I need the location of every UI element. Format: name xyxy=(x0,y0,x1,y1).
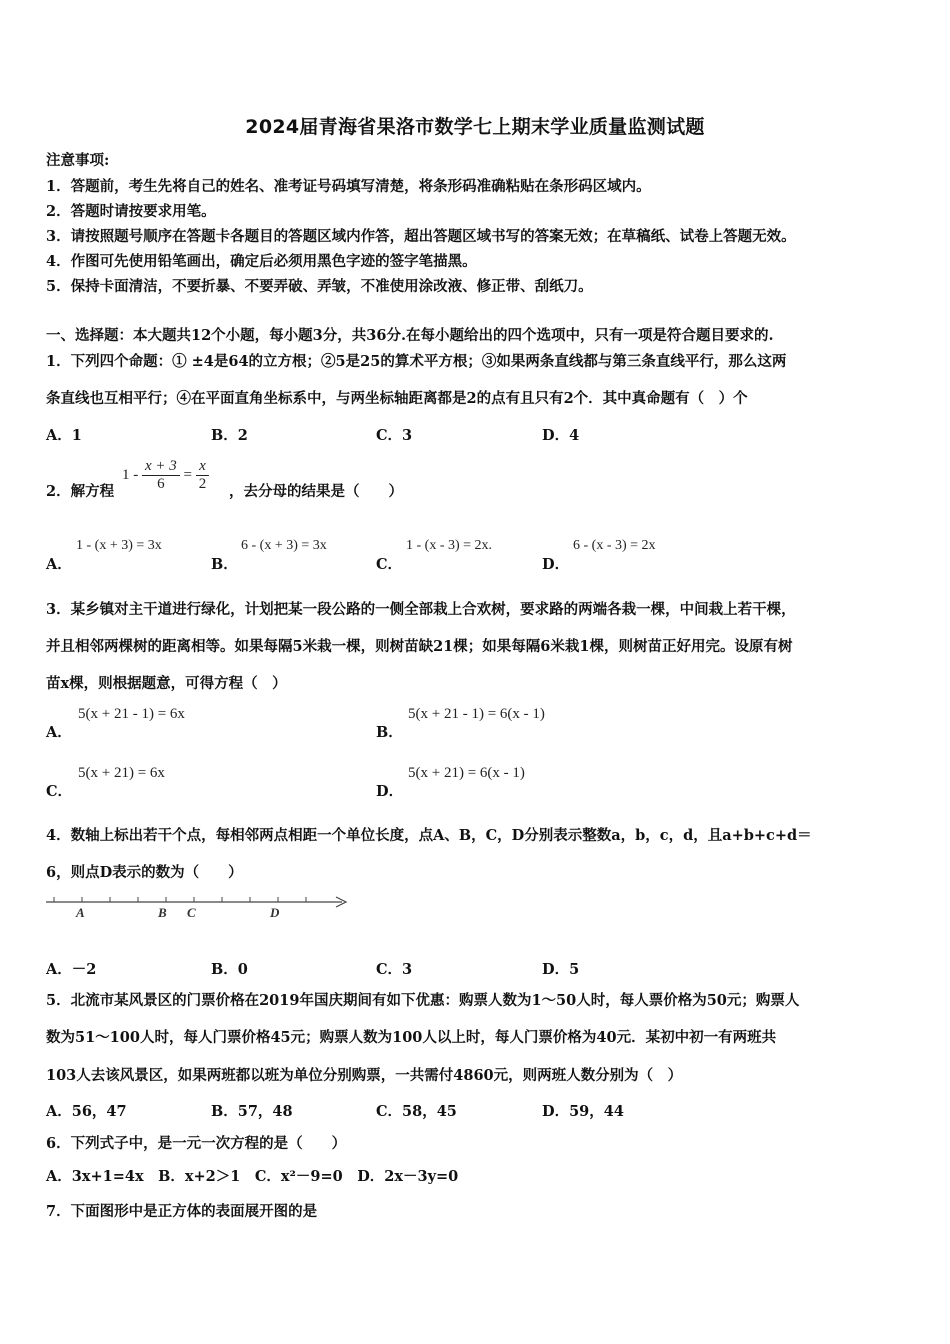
q2-eq-sign: = xyxy=(183,467,192,483)
question-5-line-2: 数为51～100人时，每人门票价格45元；购票人数为100人以上时，每人门票价格为40元．某初中初一有两班共 xyxy=(46,1029,777,1046)
question-1-line-2: 条直线也互相平行；④在平面直角坐标系中，与两坐标轴距离都是2的点有且只有2个．其中真命题有（ ）个 xyxy=(46,390,748,407)
q3-option-a-formula: 5(x + 21 - 1) = 6x xyxy=(78,706,185,722)
q5-option-d: D．59，44 xyxy=(542,1103,624,1120)
q6-options: A．3x+1=4x B．x+2＞1 C．x²－9=0 D．2x－3y=0 xyxy=(46,1168,459,1185)
q3-option-b-label: B． xyxy=(376,724,403,741)
q2-fraction-1 xyxy=(142,458,180,493)
notice-item: 4．作图可先使用铅笔画出，确定后必须用黑色字迹的签字笔描黑。 xyxy=(46,253,477,270)
q3-option-d-formula: 5(x + 21) = 6(x - 1) xyxy=(408,765,525,781)
page-title: 2024届青海省果洛市数学七上期末学业质量监测试题 xyxy=(245,116,705,138)
q2-option-b-formula: 6 - (x + 3) = 3x xyxy=(241,538,327,553)
q2-equation xyxy=(122,458,209,493)
q4-option-c: C．3 xyxy=(376,961,413,978)
q1-option-c: C．3 xyxy=(376,427,413,444)
q3-option-d-label: D． xyxy=(376,783,404,800)
question-3-line-3: 苗x棵，则根据题意，可得方程（ ） xyxy=(46,675,287,692)
number-line-figure xyxy=(44,893,354,925)
question-2-suffix: ，去分母的结果是（ ） xyxy=(229,483,403,500)
q2-fraction-1-numerator: x + 3 xyxy=(142,458,180,476)
question-5-line-1: 5．北流市某风景区的门票价格在2019年国庆期间有如下优惠：购票人数为1～50人时，每人票价格为50元；购票人 xyxy=(46,992,800,1009)
notice-heading: 注意事项: xyxy=(46,152,110,169)
q1-option-d: D．4 xyxy=(542,427,580,444)
question-7-line-1: 7．下面图形中是正方体的表面展开图的是 xyxy=(46,1203,318,1220)
q3-option-b-formula: 5(x + 21 - 1) = 6(x - 1) xyxy=(408,706,545,722)
question-1-line-1: 1．下列四个命题：① ±4是64的立方根；②5是25的算术平方根；③如果两条直线都与第三条直线平行，那么这两 xyxy=(46,353,787,370)
q5-option-c: C．58，45 xyxy=(376,1103,457,1120)
question-2-prefix: 2．解方程 xyxy=(46,483,115,500)
q2-fraction-1-denominator: 6 xyxy=(157,476,165,492)
section-heading: 一、选择题：本大题共12个小题，每小题3分，共36分.在每小题给出的四个选项中，只有一项是符合题目要求的. xyxy=(46,327,774,344)
point-b-label: B xyxy=(158,905,167,920)
q2-option-a-label: A． xyxy=(46,556,72,573)
q2-option-b-label: B． xyxy=(211,556,238,573)
question-3-line-1: 3．某乡镇对主干道进行绿化，计划把某一段公路的一侧全部栽上合欢树，要求路的两端各栽一棵，中间栽上若干棵， xyxy=(46,601,796,618)
q3-option-c-label: C． xyxy=(46,783,73,800)
q2-option-c-formula: 1 - (x - 3) = 2x. xyxy=(406,538,493,553)
q5-option-a: A．56，47 xyxy=(46,1103,127,1120)
question-4-line-2: 6，则点D表示的数为（ ） xyxy=(46,864,243,881)
q2-option-d-formula: 6 - (x - 3) = 2x xyxy=(573,538,656,553)
q4-option-b: B．0 xyxy=(211,961,248,978)
point-a-label: A xyxy=(76,905,85,920)
question-5-line-3: 103人去该风景区，如果两班都以班为单位分别购票，一共需付4860元，则两班人数分别为（ ） xyxy=(46,1067,683,1084)
point-c-label: C xyxy=(187,905,196,920)
q4-option-d: D．5 xyxy=(542,961,580,978)
q3-option-c-formula: 5(x + 21) = 6x xyxy=(78,765,165,781)
question-4-line-1: 4．数轴上标出若干个点，每相邻两点相距一个单位长度，点A、B，C，D分别表示整数a，b，c，d，且a+b+c+d＝ xyxy=(46,827,812,844)
notice-item: 5．保持卡面清洁，不要折暴、不要弄破、弄皱，不准使用涂改液、修正带、刮纸刀。 xyxy=(46,278,593,295)
q5-option-b: B．57，48 xyxy=(211,1103,293,1120)
q2-option-c-label: C． xyxy=(376,556,403,573)
question-6-line-1: 6．下列式子中，是一元一次方程的是（ ） xyxy=(46,1135,347,1152)
q2-option-d-label: D． xyxy=(542,556,570,573)
q4-option-a: A．－2 xyxy=(46,961,97,978)
question-3-line-2: 并且相邻两棵树的距离相等。如果每隔5米栽一棵，则树苗缺21棵；如果每隔6米栽1棵，则树苗正好用完。设原有树 xyxy=(46,638,793,655)
q2-eq-left: 1 - xyxy=(122,467,139,483)
notice-item: 2．答题时请按要求用笔。 xyxy=(46,203,216,220)
q1-option-a: A．1 xyxy=(46,427,82,444)
q2-option-a-formula: 1 - (x + 3) = 3x xyxy=(76,538,162,553)
q1-option-b: B．2 xyxy=(211,427,248,444)
notice-item: 1．答题前，考生先将自己的姓名、准考证号码填写清楚，将条形码准确粘贴在条形码区域内。 xyxy=(46,178,651,195)
q2-fraction-2 xyxy=(196,458,210,493)
q2-fraction-2-numerator: x xyxy=(196,458,210,476)
q2-fraction-2-denominator: 2 xyxy=(198,476,207,492)
point-d-label: D xyxy=(270,905,280,920)
notice-item: 3．请按照题号顺序在答题卡各题目的答题区域内作答，超出答题区域书写的答案无效；在草稿纸、试卷上答题无效。 xyxy=(46,228,796,245)
q3-option-a-label: A． xyxy=(46,724,72,741)
